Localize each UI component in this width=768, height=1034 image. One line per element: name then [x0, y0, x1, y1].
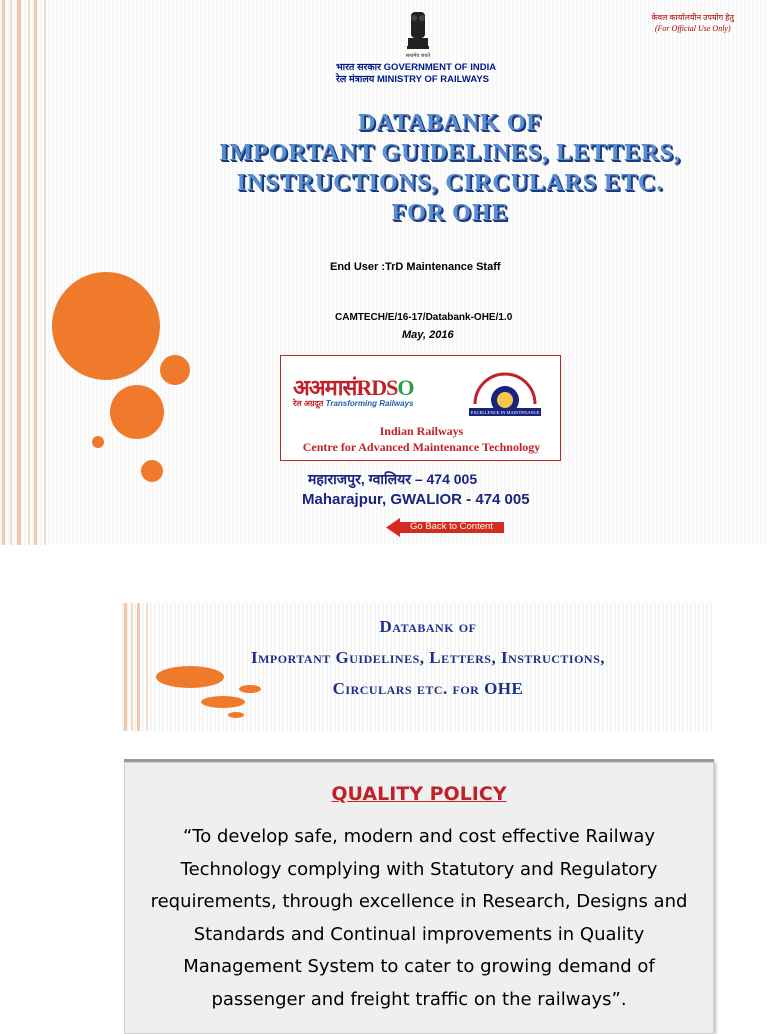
policy-line: Technology complying with Statutory and Regulatory — [180, 858, 658, 880]
section-header-slide — [122, 603, 714, 731]
policy-line: Management System to cater to growing demand of — [183, 956, 655, 977]
cover-title — [150, 108, 750, 228]
title-line-1: DATABANK OF — [357, 110, 543, 136]
address-hindi: महाराजपुर, ग्वालियर – 474 005 — [308, 471, 478, 487]
policy-line: requirements, through excellence in Research, Designs and — [150, 891, 688, 912]
section-title-line-1: Databank of — [379, 617, 477, 636]
address-english: Maharajpur, GWALIOR - 474 005 — [302, 491, 530, 508]
quality-policy-box — [124, 762, 714, 1034]
camtech-full-name: Centre for Advanced Maintenance Technology — [302, 440, 541, 454]
policy-line: passenger and freight traffic on the railways”. — [211, 988, 627, 1010]
camtech-logo-box — [280, 355, 561, 461]
document-date: May, 2016 — [402, 329, 454, 341]
end-user-line: End User :TrD Maintenance Staff — [330, 261, 501, 273]
indian-railways-label: Indian Railways — [379, 424, 464, 438]
rdso-logo: अअमासंRDSO — [293, 375, 414, 400]
quality-policy-text — [135, 821, 703, 1016]
decor-circle-small-2 — [141, 460, 163, 482]
official-english: (For Official Use Only) — [654, 24, 731, 33]
decor-circle-small-1 — [160, 355, 190, 385]
rdso-tagline: रेल अग्रदूत Transforming Railways — [293, 399, 414, 408]
policy-line: “To develop safe, modern and cost effective Railway — [182, 826, 656, 847]
decor-circle-tiny — [92, 436, 104, 448]
document-code: CAMTECH/E/16-17/Databank-OHE/1.0 — [335, 312, 513, 323]
govt-line-1: भारत सरकार GOVERNMENT OF INDIA — [336, 62, 497, 73]
left-stripes — [0, 0, 60, 545]
title-line-4: FOR OHE — [391, 200, 509, 226]
section-title-line-3: Circulars etc. for OHE — [332, 679, 524, 698]
official-use-note — [652, 12, 734, 34]
government-header — [336, 62, 496, 86]
go-back-button[interactable] — [386, 518, 504, 537]
go-back-label: Go Back to Content — [410, 521, 493, 532]
iso-certification-icon — [467, 364, 543, 418]
svg-text:सत्यमेव जयते: सत्यमेव जयते — [405, 53, 431, 59]
section-title — [142, 611, 714, 704]
national-emblem-icon — [405, 10, 431, 60]
decor-circle-medium — [110, 385, 164, 439]
title-line-2: IMPORTANT GUIDELINES, LETTERS, — [219, 140, 681, 166]
title-line-3: INSTRUCTIONS, CIRCULARS ETC. — [236, 170, 664, 196]
svg-text:EXCELLENCE IN MAINTENANCE: EXCELLENCE IN MAINTENANCE — [470, 410, 540, 415]
section-title-line-2: Important Guidelines, Letters, Instructions, — [250, 648, 606, 667]
official-hindi: केवल कार्यालयीन उपयोग हेतु — [651, 13, 734, 22]
govt-line-2: रेल मंत्रालय MINISTRY OF RAILWAYS — [336, 74, 490, 85]
decor-circle-large — [52, 272, 160, 380]
quality-policy-heading: QUALITY POLICY — [331, 783, 507, 805]
policy-line: Standards and Continual improvements in Quality — [193, 923, 645, 945]
